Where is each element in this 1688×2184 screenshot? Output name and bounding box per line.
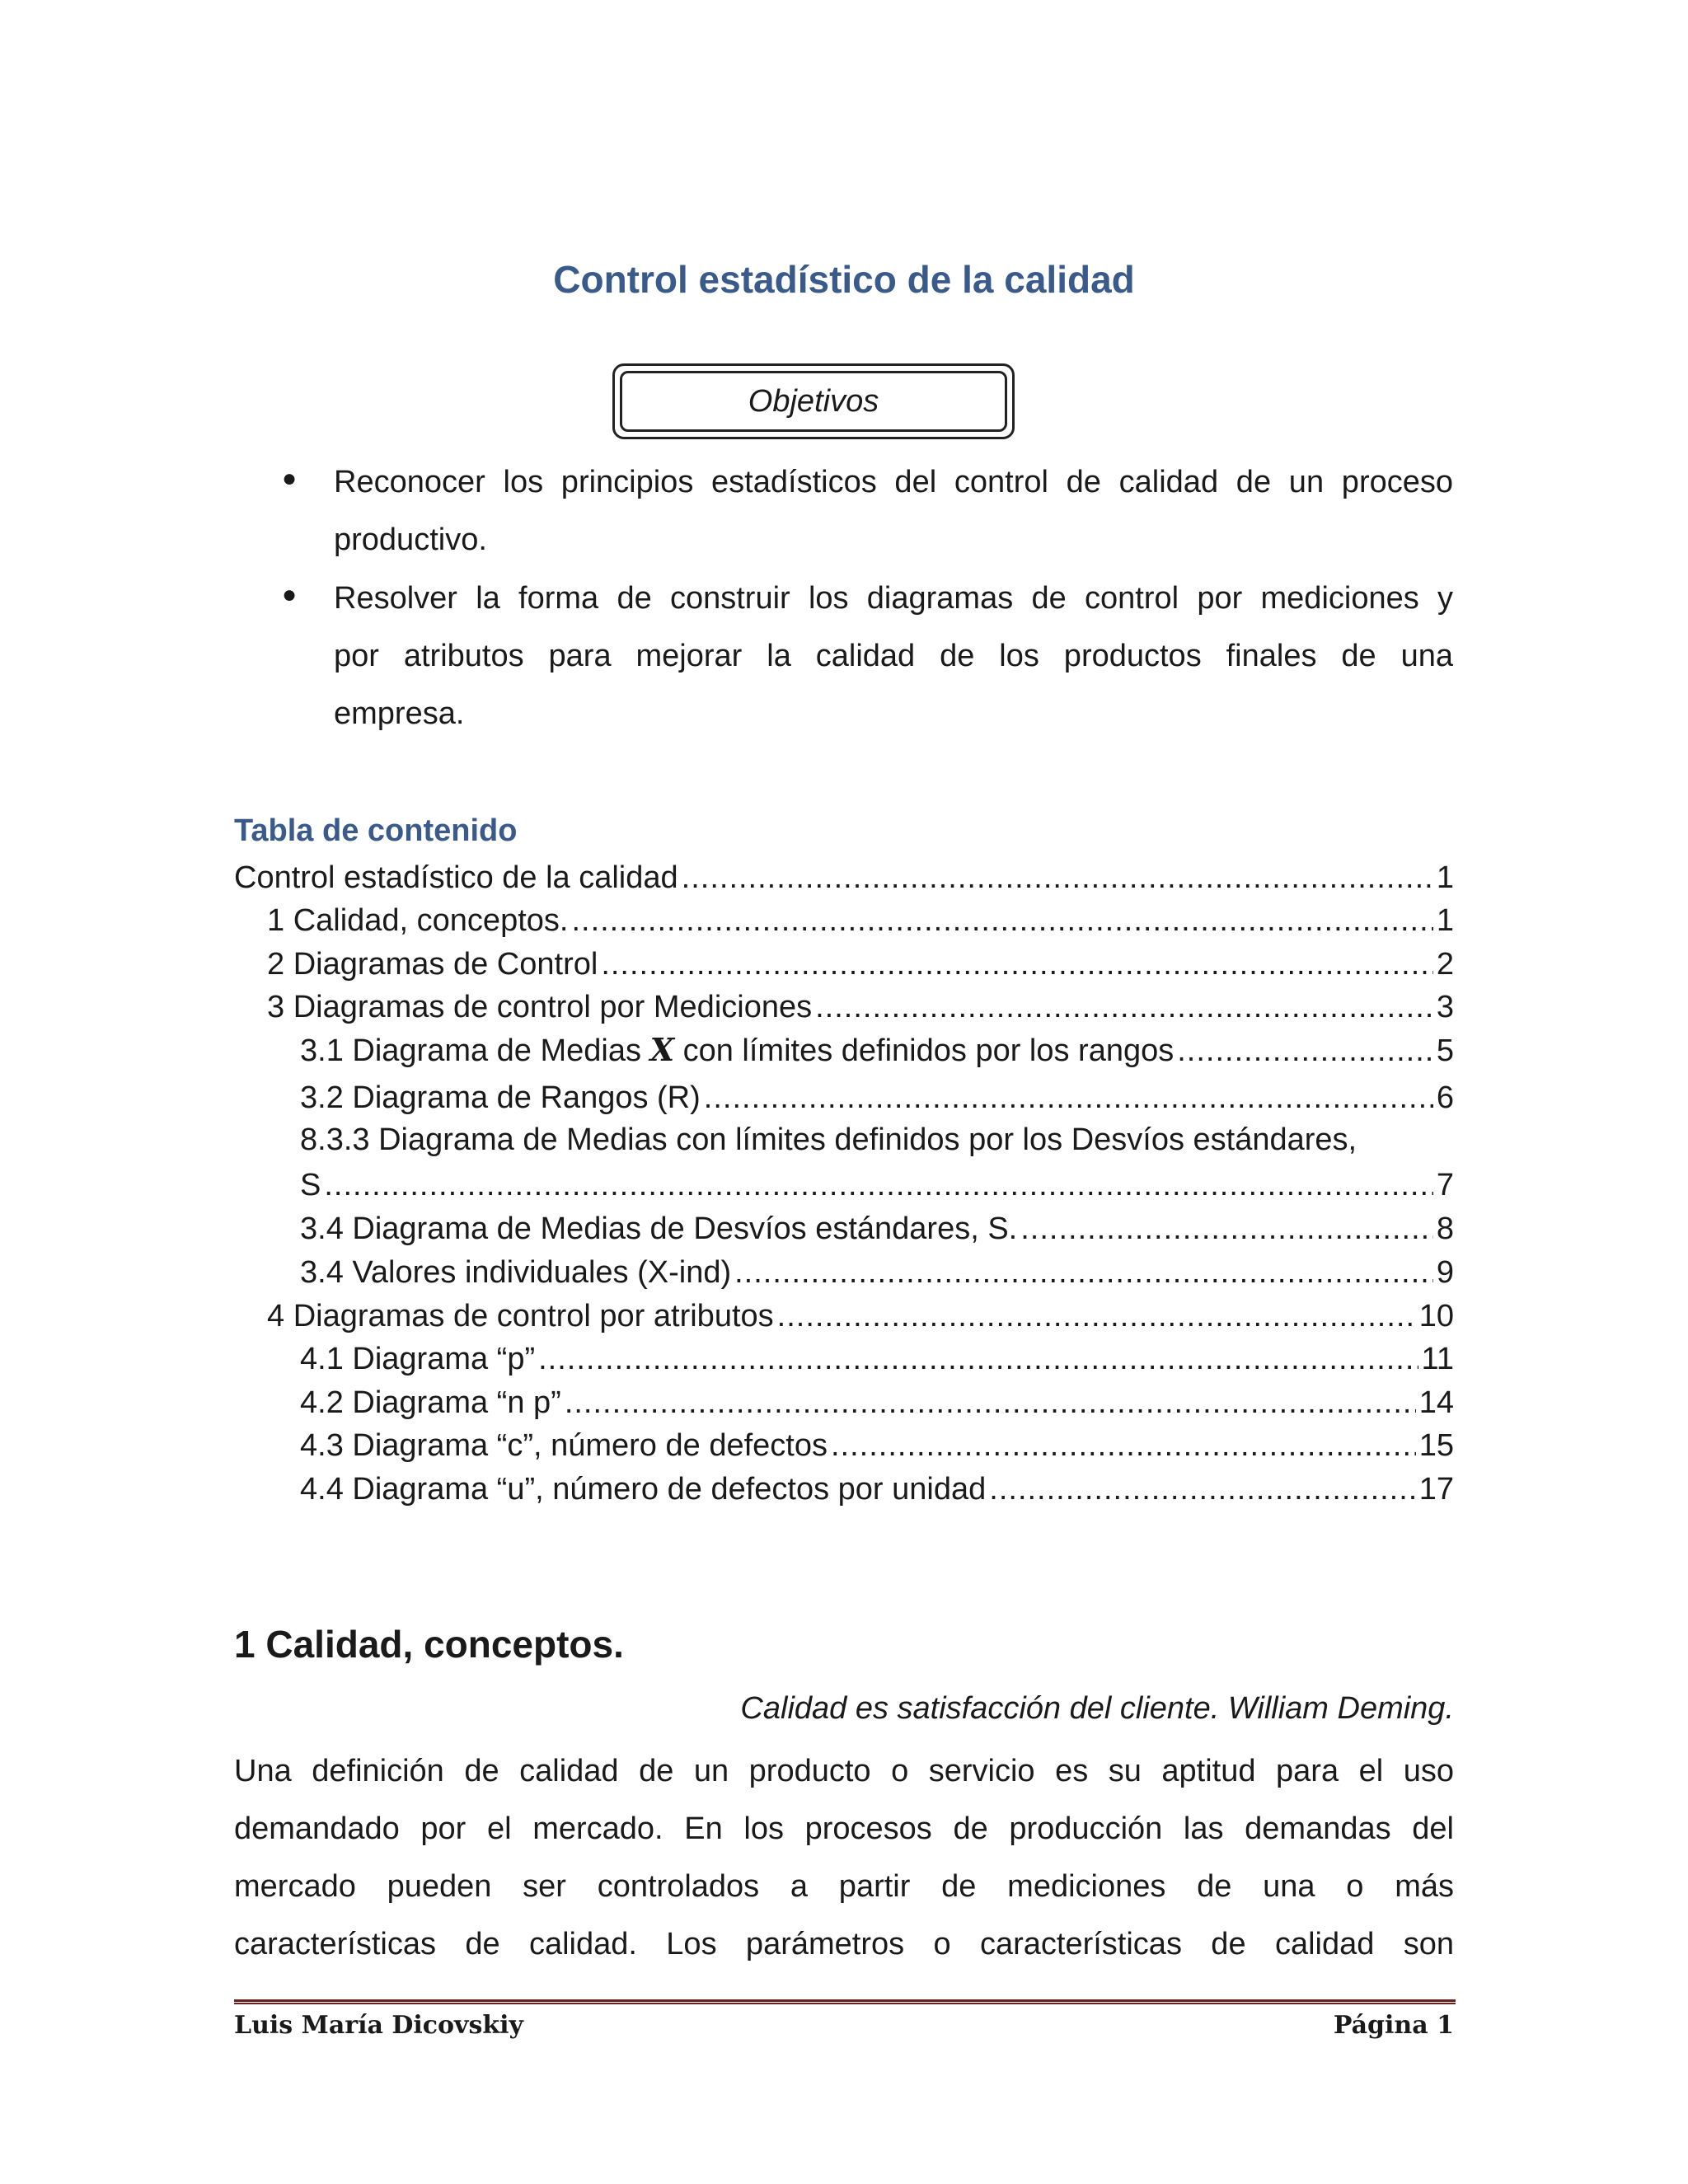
toc-entry[interactable]: 4.2 Diagrama “n p” ..... 14: [0, 1382, 1454, 1423]
toc-entry[interactable]: 3.4 Diagrama de Medias de Desvíos estándares, S. ..... 8: [0, 1208, 1454, 1249]
toc-entry[interactable]: 3.4 Valores individuales (X-ind) ..... 9: [0, 1252, 1454, 1293]
toc-entry[interactable]: 3.1 Diagrama de Medias X con límites definidos por los rangos ..... 5: [0, 1029, 1454, 1071]
x-bar-symbol: X: [649, 1031, 675, 1068]
objectives-box: [612, 363, 1015, 439]
toc-entry[interactable]: 4.3 Diagrama “c”, número de defectos ..... 15: [0, 1425, 1454, 1466]
document-title: Control estadístico de la calidad: [553, 258, 1135, 301]
body-paragraph: [234, 1742, 1454, 1973]
toc-entry[interactable]: 4.4 Diagrama “u”, número de defectos por unidad ..... 17: [0, 1469, 1454, 1510]
toc-entry[interactable]: 1 Calidad, conceptos. ..... 1: [0, 900, 1454, 941]
bullet-icon: ●: [282, 581, 298, 608]
footer-page-number: Página 1: [1333, 2011, 1454, 2040]
toc-entry[interactable]: S ..... 7: [0, 1165, 1454, 1206]
toc-entry[interactable]: 3 Diagramas de control por Mediciones ..... 3: [0, 987, 1454, 1028]
toc-entry[interactable]: 4.1 Diagrama “p” ..... 11: [0, 1338, 1454, 1380]
toc-heading: Tabla de contenido: [234, 813, 518, 848]
objective-line: empresa.: [334, 696, 465, 731]
toc-entry[interactable]: 3.2 Diagrama de Rangos (R) ..... 6: [0, 1077, 1454, 1118]
paragraph-line: mercado pueden ser controlados a partir de mediciones de una o más: [234, 1869, 1454, 1904]
toc-entry[interactable]: Control estadístico de la calidad ..... 1: [0, 857, 1454, 898]
toc-entry[interactable]: 4 Diagramas de control por atributos ..... 10: [0, 1296, 1454, 1337]
objective-line: Resolver la forma de construir los diagramas de control por mediciones y: [334, 581, 1453, 616]
paragraph-line: demandado por el mercado. En los procesos de producción las demandas del: [234, 1811, 1454, 1846]
objectives-label: Objetivos: [620, 371, 1007, 432]
objective-line: por atributos para mejorar la calidad de los productos finales de una: [334, 639, 1453, 673]
paragraph-line: características de calidad. Los parámetros o características de calidad son: [234, 1927, 1454, 1961]
objective-line: Reconocer los principios estadísticos del control de calidad de un proceso: [334, 465, 1453, 499]
footer-divider: [234, 1999, 1456, 2004]
epigraph-quote: Calidad es satisfacción del cliente. William Deming.: [740, 1691, 1454, 1726]
footer-author: Luis María Dicovskiy: [234, 2011, 523, 2040]
toc-entry-wrapped[interactable]: 8.3.3 Diagrama de Medias con límites definidos por los Desvíos estándares,: [300, 1122, 1357, 1157]
section-heading: 1 Calidad, conceptos.: [234, 1623, 624, 1666]
paragraph-line: Una definición de calidad de un producto o servicio es su aptitud para el uso: [234, 1754, 1454, 1788]
objective-item: [334, 453, 1453, 569]
objective-item: [334, 569, 1453, 743]
bullet-icon: ●: [282, 465, 298, 492]
toc-entry[interactable]: 2 Diagramas de Control ..... 2: [0, 944, 1454, 985]
objective-line: productivo.: [334, 523, 487, 557]
